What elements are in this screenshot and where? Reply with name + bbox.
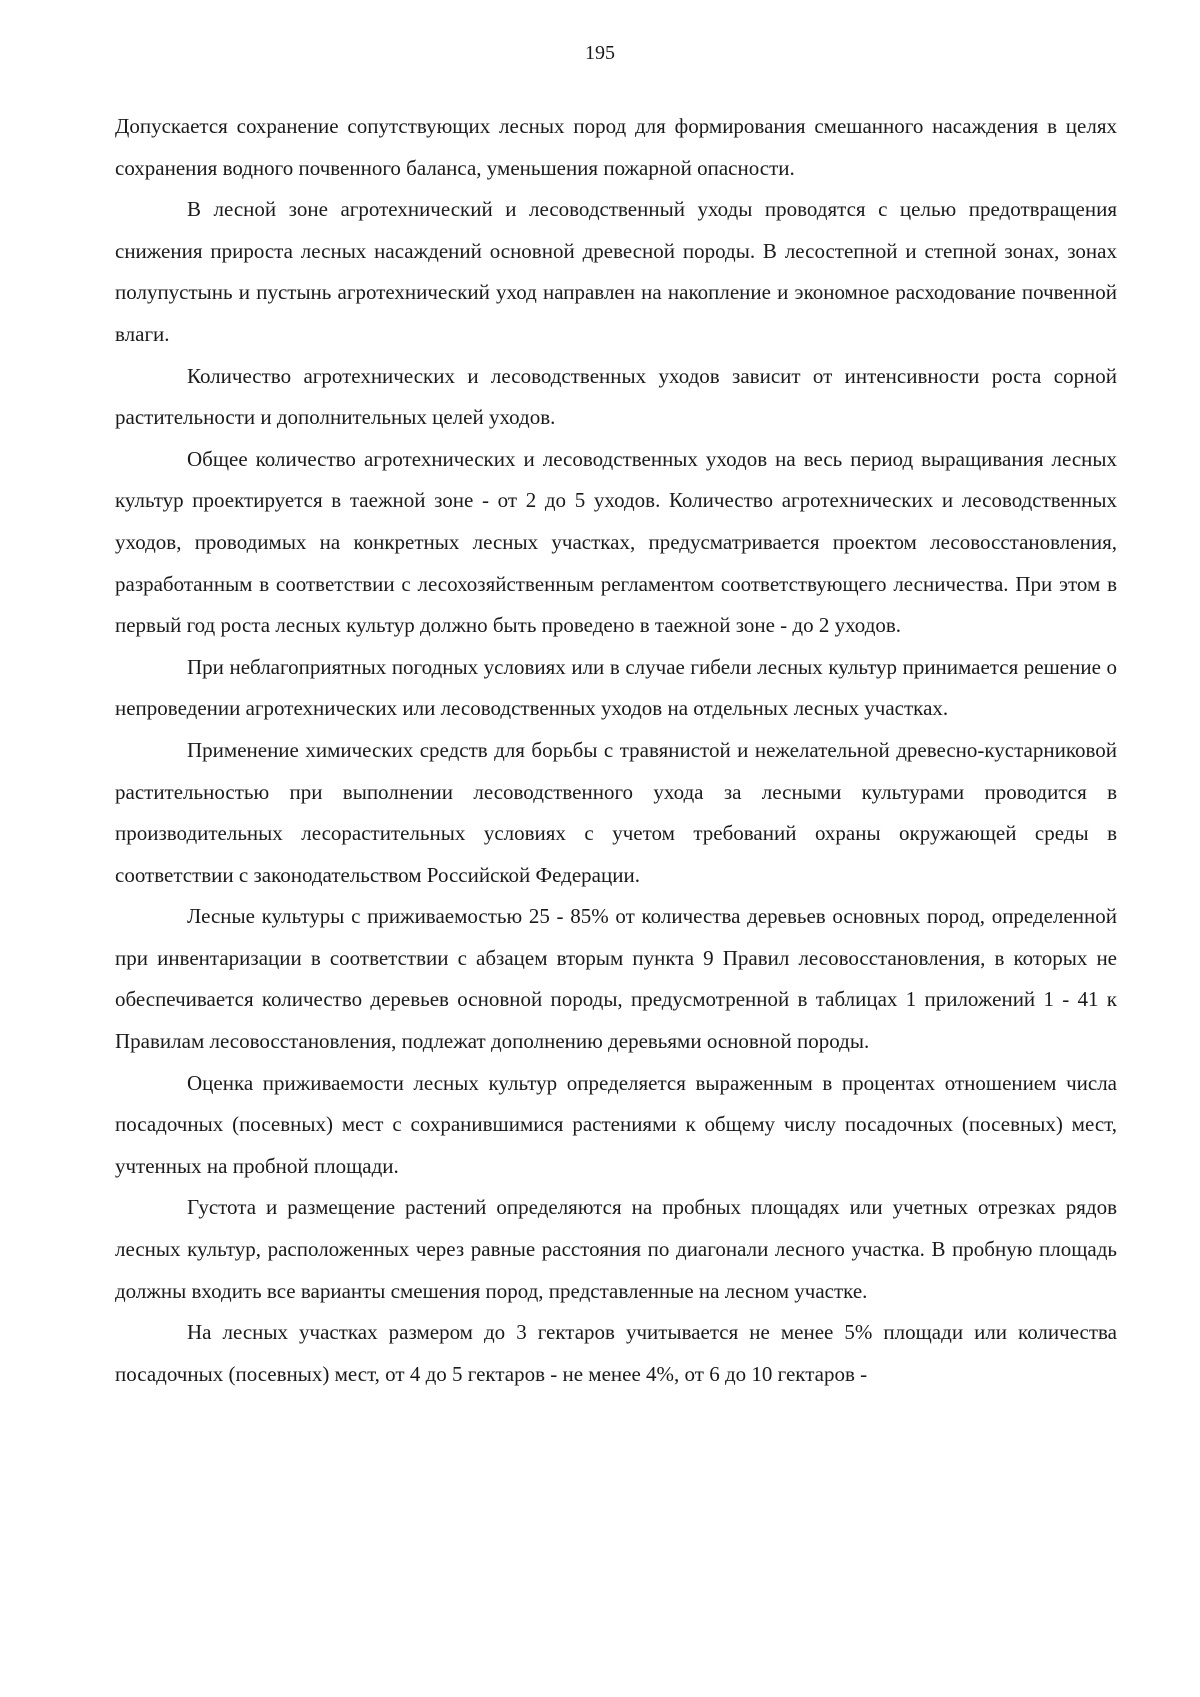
paragraph: Допускается сохранение сопутствующих лесных пород для формирования смешанного насаждения в целях сохранения водного почвенного баланса, уменьшения пожарной опасности. [115,114,1117,180]
paragraph: Густота и размещение растений определяются на пробных площадях или учетных отрезках рядов лесных культур, расположенных через равные расстояния по диагонали лесного участка. В пробную площадь должны входить все варианты смешения пород, представленные на лесном участке. [115,1195,1117,1303]
paragraph: На лесных участках размером до 3 гектаров учитывается не менее 5% площади или количества посадочных (посевных) мест, от 4 до 5 гектаров - не менее 4%, от 6 до 10 гектаров - [115,1320,1117,1386]
paragraph: Общее количество агротехнических и лесоводственных уходов на весь период выращивания лесных культур проектируется в таежной зоне - от 2 до 5 уходов. Количество агротехнических и лесоводственных уходов, проводимых на конкретных лесных участках, предусматривается проектом лесовосстановления, разработанным в соответствии с лесохозяйственным регламентом соответствующего лесничества. При этом в первый год роста лесных культур должно быть проведено в таежной зоне - до 2 уходов. [115,446,1117,638]
document-body [115,106,1117,1395]
paragraph: Количество агротехнических и лесоводственных уходов зависит от интенсивности роста сорной растительности и дополнительных целей уходов. [115,363,1117,430]
paragraph: Лесные культуры с приживаемостью 25 - 85% от количества деревьев основных пород, определенной при инвентаризации в соответствии с абзацем вторым пункта 9 Правил лесовосстановления, в которых не обеспечивается количество деревьев основной породы, предусмотренной в таблицах 1 приложений 1 - 41 к Правилам лесовосстановления, подлежат дополнению деревьями основной породы. [115,904,1117,1054]
paragraph: При неблагоприятных погодных условиях или в случае гибели лесных культур принимается решение о непроведении агротехнических или лесоводственных уходов на отдельных лесных участках. [115,654,1117,721]
paragraph: Оценка приживаемости лесных культур определяется выраженным в процентах отношением числа посадочных (посевных) мест с сохранившимися растениями к общему числу посадочных (посевных) мест, учтенных на пробной площади. [115,1070,1117,1178]
paragraph: В лесной зоне агротехнический и лесоводственный уходы проводятся с целью предотвращения снижения прироста лесных насаждений основной древесной породы. В лесостепной и степной зонах, зонах полупустынь и пустынь агротехнический уход направлен на накопление и экономное расходование почвенной влаги. [115,197,1117,346]
paragraph: Применение химических средств для борьбы с травянистой и нежелательной древесно-кустарниковой растительностью при выполнении лесоводственного ухода за лесными культурами проводится в производительных лесорастительных условиях с учетом требований охраны окружающей среды в соответствии с законодательством Российской Федерации. [115,737,1117,887]
page-number: 195 [585,42,615,64]
